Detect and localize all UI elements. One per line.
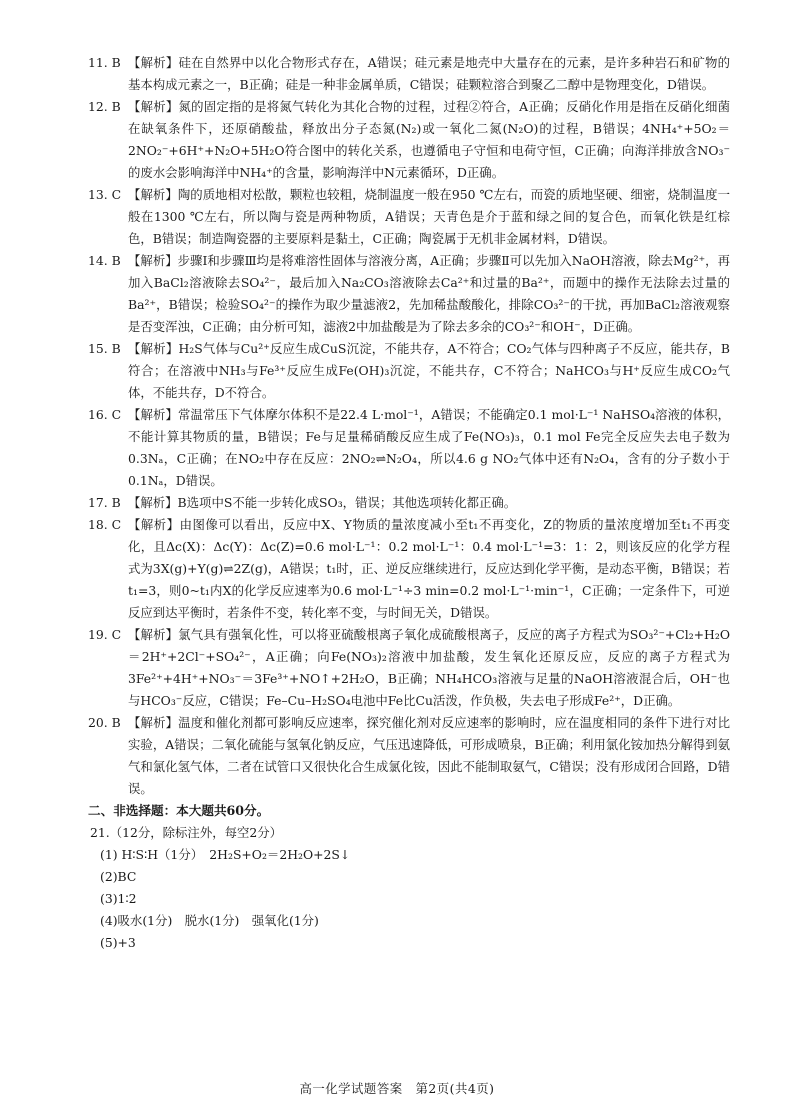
item-number: 17. B (88, 495, 121, 510)
item-number: 20. B (88, 715, 121, 730)
question-21-part-4: (4)吸水(1分) 脱水(1分) 强氧化(1分) (100, 913, 319, 928)
page-footer: 高一化学试题答案 第2页(共4页) (299, 1081, 495, 1096)
question-21-part-3: (3)1∶2 (100, 891, 137, 906)
item-explanation: 【解析】由图像可以看出，反应中X、Y物质的量浓度减小至t₁不再变化，Z的物质的量浓度增加至t₁不再变化，且Δc(X)：Δc(Y)：Δc(Z)=0.6 mol·L⁻¹：0.2 mol·L⁻¹：0.4 mol·L⁻¹=3：1：2，则该反应的化学方程式为3X(g)+Y(g)⇌2Z(g)，A错误；t₁时，正、逆反应继续进行，反应达到化学平衡，是动态平衡，B错误；若t₁=3，则0~t₁内X的化学反应速率为0.6 mol·L⁻¹÷3 min=0.2 mol·L⁻¹·min⁻¹，C正确；一定条件下，可逆反应到达平衡时，若条件不变，转化率不变，与时间无关，D错误。 (128, 517, 730, 620)
item-number: 13. C (88, 187, 122, 202)
answer-item-17 (88, 492, 730, 514)
answer-content (88, 52, 730, 954)
item-explanation: 【解析】氯气具有强氧化性，可以将亚硫酸根离子氧化成硫酸根离子，反应的离子方程式为SO₃²⁻+Cl₂+H₂O＝2H⁺+2Cl⁻+SO₄²⁻，A正确；向Fe(NO₃)₂溶液中加盐酸，发生氧化还原反应，反应的离子方程式为3Fe²⁺+4H⁺+NO₃⁻＝3Fe³⁺+NO↑+2H₂O，B正确；NH₄HCO₃溶液与足量的NaOH溶液混合后，OH⁻也与HCO₃⁻反应，C错误；Fe–Cu–H₂SO₄电池中Fe比Cu活泼，作负极，失去电子形成Fe²⁺，D正确。 (128, 627, 730, 708)
question-21-part-5: (5)+3 (100, 935, 136, 950)
section-title-nonchoice: 二、非选择题：本大题共60分。 (88, 803, 270, 818)
item-explanation: 【解析】B选项中S不能一步转化成SO₃，错误；其他选项转化都正确。 (128, 495, 517, 510)
answer-item-11 (88, 52, 730, 96)
item-number: 12. B (88, 99, 121, 114)
item-number: 16. C (88, 407, 122, 422)
item-number: 15. B (88, 341, 121, 356)
answer-item-19 (88, 624, 730, 712)
answer-item-15 (88, 338, 730, 404)
item-number: 11. B (88, 55, 121, 70)
item-explanation: 【解析】步骤Ⅰ和步骤Ⅲ均是将难溶性固体与溶液分离，A正确；步骤Ⅱ可以先加入NaOH溶液，除去Mg²⁺，再加入BaCl₂溶液除去SO₄²⁻，最后加入Na₂CO₃溶液除去Ca²⁺和过量的Ba²⁺，而题中的操作无法除去过量的Ba²⁺，B错误；检验SO₄²⁻的操作为取少量滤液2，先加稀盐酸酸化，排除CO₃²⁻的干扰，再加BaCl₂溶液观察是否变浑浊，C正确；由分析可知，滤液2中加盐酸是为了除去多余的CO₃²⁻和OH⁻，D正确。 (128, 253, 730, 334)
item-explanation: 【解析】常温常压下气体摩尔体积不是22.4 L·mol⁻¹，A错误；不能确定0.1 mol·L⁻¹ NaHSO₄溶液的体积，不能计算其物质的量，B错误；Fe与足量稀硝酸反应生成了Fe(NO₃)₃，0.1 mol Fe完全反应失去电子数为0.3Nₐ，C正确；在NO₂中存在反应：2NO₂⇌N₂O₄，所以4.6 g NO₂气体中还有N₂O₄，含有的分子数小于0.1Nₐ，D错误。 (128, 407, 730, 488)
item-explanation: 【解析】硅在自然界中以化合物形式存在，A错误；硅元素是地壳中大量存在的元素，是许多种岩石和矿物的基本构成元素之一，B正确；硅是一种非金属单质，C错误；硅颗粒溶合到聚乙二醇中是物理变化，D错误。 (128, 55, 730, 92)
question-21-part-1: (1) H∶S∶H（1分） 2H₂S+O₂＝2H₂O+2S↓ (100, 847, 351, 862)
question-21-header: 21.（12分，除标注外，每空2分） (90, 825, 283, 840)
item-explanation: 【解析】氮的固定指的是将氮气转化为其化合物的过程，过程②符合，A正确；反硝化作用是指在反硝化细菌在缺氧条件下，还原硝酸盐，释放出分子态氮(N₂)或一氧化二氮(N₂O)的过程，B错误；4NH₄⁺+5O₂＝2NO₂⁻+6H⁺+N₂O+5H₂O符合图中的转化关系，也遵循电子守恒和电荷守恒，C正确；向海洋排放含NO₃⁻的废水会影响海洋中NH₄⁺的含量，影响海洋中N元素循环，D正确。 (128, 99, 730, 180)
answer-item-18 (88, 514, 730, 624)
item-explanation: 【解析】温度和催化剂都可影响反应速率，探究催化剂对反应速率的影响时，应在温度相同的条件下进行对比实验，A错误；二氧化硫能与氢氧化钠反应，气压迅速降低，可形成喷泉，B正确；利用氯化铵加热分解得到氨气和氯化氢气体，二者在试管口又很快化合生成氯化铵，因此不能制取氨气，C错误；没有形成闭合回路，D错误。 (128, 715, 730, 796)
item-number: 18. C (88, 517, 122, 532)
question-21-part-2: (2)BC (100, 869, 137, 884)
answer-item-12 (88, 96, 730, 184)
item-number: 14. B (88, 253, 121, 268)
answer-item-14 (88, 250, 730, 338)
item-explanation: 【解析】陶的质地相对松散，颗粒也较粗，烧制温度一般在950 ℃左右，而瓷的质地坚硬、细密，烧制温度一般在1300 ℃左右，所以陶与瓷是两种物质，A错误；天青色是介于蓝和绿之间的复合色，而氧化铁是红棕色，B错误；制造陶瓷器的主要原料是黏土，C正确；陶瓷属于无机非金属材料，D错误。 (128, 187, 730, 246)
item-explanation: 【解析】H₂S气体与Cu²⁺反应生成CuS沉淀，不能共存，A不符合；CO₂气体与四种离子不反应，能共存，B符合；在溶液中NH₃与Fe³⁺反应生成Fe(OH)₃沉淀，不能共存，C不符合；NaHCO₃与H⁺反应生成CO₂气体，不能共存，D不符合。 (128, 341, 730, 400)
answer-item-20 (88, 712, 730, 800)
answer-item-13 (88, 184, 730, 250)
item-number: 19. C (88, 627, 122, 642)
answer-item-16 (88, 404, 730, 492)
